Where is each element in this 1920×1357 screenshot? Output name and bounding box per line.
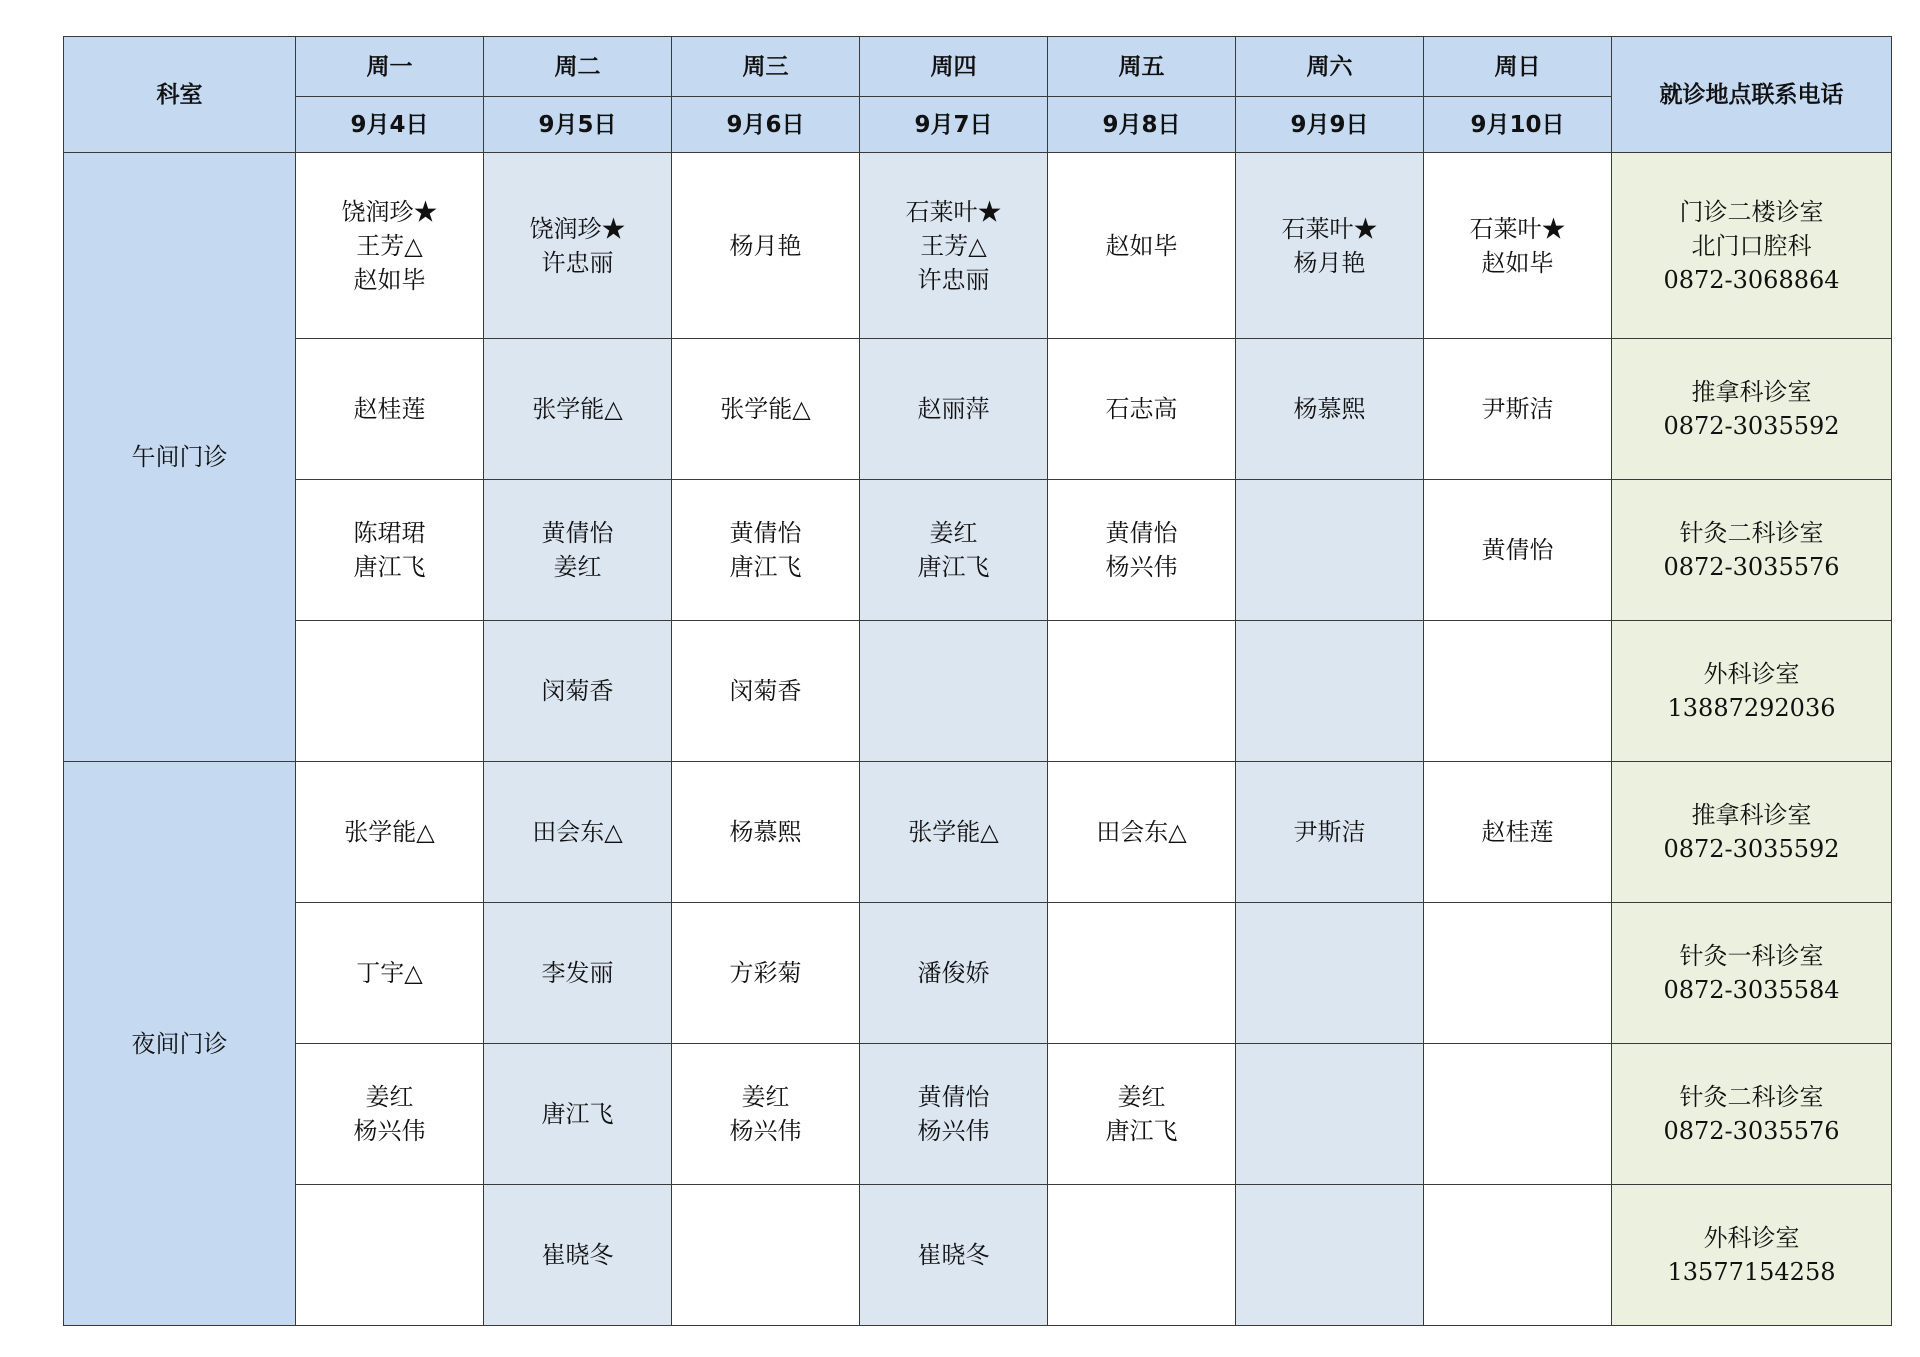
- phone-number: 13577154258: [1667, 1258, 1836, 1286]
- doctor-cell: [484, 339, 672, 480]
- location-cell: [1612, 1185, 1892, 1326]
- doctor-name: 石志高: [1105, 395, 1178, 423]
- doctor-cell: [1424, 1044, 1612, 1185]
- doctor-cell: [672, 339, 860, 480]
- doctor-cell: [1424, 480, 1612, 621]
- date-header: 9月4日: [296, 97, 484, 153]
- doctor-cell: [1048, 621, 1236, 762]
- doctor-name: 崔晓冬: [541, 1241, 614, 1269]
- location-cell: [1612, 153, 1892, 339]
- phone-number: 0872-3035584: [1663, 976, 1840, 1004]
- table-row: [64, 903, 1892, 1044]
- doctor-name: 赵桂莲: [1481, 818, 1554, 846]
- section-label: 夜间门诊: [64, 762, 296, 1326]
- phone-number: 0872-3035592: [1663, 412, 1840, 440]
- doctor-name: 陈珺珺: [353, 519, 426, 547]
- doctor-cell: [672, 153, 860, 339]
- table-header: [64, 37, 1892, 153]
- location-name: 外科诊室: [1703, 1224, 1800, 1252]
- doctor-cell: [484, 903, 672, 1044]
- doctor-name: 黄倩怡: [1481, 536, 1554, 564]
- doctor-name: 闵菊香: [729, 677, 802, 705]
- location-name: 针灸二科诊室: [1679, 519, 1824, 547]
- doctor-cell: [672, 1044, 860, 1185]
- doctor-name: 田会东△: [1096, 818, 1187, 846]
- doctor-cell: [296, 339, 484, 480]
- doctor-cell: [484, 1044, 672, 1185]
- table-row: [64, 762, 1892, 903]
- doctor-name: 潘俊娇: [917, 959, 990, 987]
- date-header: 9月10日: [1424, 97, 1612, 153]
- doctor-cell: [1424, 339, 1612, 480]
- doctor-name: 张学能△: [720, 395, 811, 423]
- phone-number: 13887292036: [1667, 694, 1836, 722]
- date-header: 9月9日: [1236, 97, 1424, 153]
- doctor-cell: [860, 762, 1048, 903]
- date-header: 9月7日: [860, 97, 1048, 153]
- location-cell: [1612, 480, 1892, 621]
- doctor-cell: [296, 480, 484, 621]
- doctor-name: 姜红: [929, 519, 978, 547]
- doctor-cell: [860, 621, 1048, 762]
- doctor-cell: [1236, 339, 1424, 480]
- doctor-cell: [1424, 1185, 1612, 1326]
- schedule-table: [63, 36, 1892, 1326]
- weekday-header: 周日: [1424, 37, 1612, 97]
- doctor-cell: [860, 1185, 1048, 1326]
- doctor-cell: [1424, 903, 1612, 1044]
- doctor-cell: [672, 762, 860, 903]
- doctor-cell: [296, 1044, 484, 1185]
- doctor-cell: [484, 153, 672, 339]
- doctor-name: 闵菊香: [541, 677, 614, 705]
- location-name: 针灸一科诊室: [1679, 942, 1824, 970]
- doctor-cell: [672, 621, 860, 762]
- doctor-cell: [1048, 339, 1236, 480]
- doctor-cell: [296, 1185, 484, 1326]
- doctor-name: 石莱叶★: [1281, 214, 1378, 243]
- location-name: 外科诊室: [1703, 660, 1800, 688]
- location-name: 门诊二楼诊室: [1679, 197, 1824, 226]
- table-row: [64, 621, 1892, 762]
- location-cell: [1612, 339, 1892, 480]
- location-header: 就诊地点联系电话: [1612, 37, 1892, 153]
- table-row: [64, 480, 1892, 621]
- doctor-name: 杨兴伟: [1105, 553, 1178, 581]
- doctor-name: 姜红: [1117, 1083, 1166, 1111]
- table-row: [64, 339, 1892, 480]
- doctor-cell: [672, 1185, 860, 1326]
- doctor-cell: [672, 480, 860, 621]
- doctor-name: 黄倩怡: [729, 519, 802, 547]
- doctor-name: 赵如毕: [353, 265, 426, 294]
- doctor-cell: [1236, 153, 1424, 339]
- doctor-cell: [1048, 1044, 1236, 1185]
- table-row: [64, 1185, 1892, 1326]
- doctor-name: 姜红: [365, 1083, 414, 1111]
- doctor-name: 张学能△: [532, 395, 623, 423]
- doctor-cell: [484, 480, 672, 621]
- location-cell: [1612, 621, 1892, 762]
- doctor-name: 杨兴伟: [917, 1117, 990, 1145]
- doctor-name: 丁宇△: [356, 959, 423, 987]
- doctor-name: 杨慕熙: [1293, 395, 1366, 423]
- doctor-cell: [1048, 762, 1236, 903]
- doctor-cell: [484, 762, 672, 903]
- doctor-name: 崔晓冬: [917, 1241, 990, 1269]
- doctor-name: 唐江飞: [1105, 1117, 1178, 1145]
- doctor-name: 王芳△: [920, 231, 987, 260]
- doctor-cell: [1236, 1044, 1424, 1185]
- doctor-name: 赵如毕: [1105, 231, 1178, 260]
- doctor-cell: [1424, 153, 1612, 339]
- location-cell: [1612, 762, 1892, 903]
- section-label: 午间门诊: [64, 153, 296, 762]
- doctor-cell: [1236, 621, 1424, 762]
- doctor-name: 唐江飞: [917, 553, 990, 581]
- doctor-cell: [1236, 1185, 1424, 1326]
- doctor-name: 张学能△: [908, 818, 999, 846]
- location-cell: [1612, 1044, 1892, 1185]
- doctor-name: 赵桂莲: [353, 395, 426, 423]
- doctor-cell: [1048, 903, 1236, 1044]
- location-name: 针灸二科诊室: [1679, 1083, 1824, 1111]
- location-name: 推拿科诊室: [1691, 378, 1812, 406]
- doctor-name: 许忠丽: [541, 248, 614, 277]
- location-name: 北门口腔科: [1691, 231, 1812, 260]
- doctor-name: 赵丽萍: [917, 395, 990, 423]
- doctor-cell: [860, 480, 1048, 621]
- doctor-name: 许忠丽: [917, 265, 990, 294]
- table-body: [64, 153, 1892, 1326]
- doctor-name: 唐江飞: [353, 553, 426, 581]
- weekday-header: 周四: [860, 37, 1048, 97]
- doctor-cell: [860, 153, 1048, 339]
- doctor-cell: [484, 1185, 672, 1326]
- doctor-cell: [484, 621, 672, 762]
- doctor-name: 杨月艳: [1293, 248, 1366, 277]
- date-header: 9月8日: [1048, 97, 1236, 153]
- doctor-cell: [1048, 1185, 1236, 1326]
- doctor-name: 黄倩怡: [1105, 519, 1178, 547]
- doctor-name: 田会东△: [532, 818, 623, 846]
- weekday-header: 周三: [672, 37, 860, 97]
- doctor-name: 杨月艳: [729, 231, 802, 260]
- doctor-cell: [1236, 762, 1424, 903]
- doctor-name: 尹斯洁: [1481, 395, 1554, 423]
- doctor-cell: [672, 903, 860, 1044]
- doctor-name: 赵如毕: [1481, 248, 1554, 277]
- doctor-name: 石莱叶★: [1469, 214, 1566, 243]
- dept-header: 科室: [64, 37, 296, 153]
- doctor-name: 黄倩怡: [917, 1083, 990, 1111]
- doctor-name: 杨兴伟: [729, 1117, 802, 1145]
- doctor-cell: [860, 903, 1048, 1044]
- doctor-name: 王芳△: [356, 231, 423, 260]
- doctor-cell: [1236, 480, 1424, 621]
- date-header: 9月6日: [672, 97, 860, 153]
- doctor-name: 尹斯洁: [1293, 818, 1366, 846]
- doctor-cell: [1048, 480, 1236, 621]
- date-header: 9月5日: [484, 97, 672, 153]
- table-row: [64, 1044, 1892, 1185]
- doctor-name: 石莱叶★: [905, 197, 1002, 226]
- doctor-name: 饶润珍★: [341, 197, 438, 226]
- weekday-header: 周五: [1048, 37, 1236, 97]
- doctor-name: 李发丽: [541, 959, 614, 987]
- weekday-header: 周六: [1236, 37, 1424, 97]
- weekday-header: 周二: [484, 37, 672, 97]
- phone-number: 0872-3035576: [1663, 1117, 1840, 1145]
- location-cell: [1612, 903, 1892, 1044]
- doctor-name: 唐江飞: [729, 553, 802, 581]
- phone-number: 0872-3068864: [1663, 265, 1840, 294]
- doctor-name: 姜红: [741, 1083, 790, 1111]
- table-row: [64, 153, 1892, 339]
- doctor-name: 饶润珍★: [529, 214, 626, 243]
- doctor-cell: [1048, 153, 1236, 339]
- doctor-cell: [296, 762, 484, 903]
- doctor-cell: [1424, 762, 1612, 903]
- doctor-name: 唐江飞: [541, 1100, 614, 1128]
- phone-number: 0872-3035576: [1663, 553, 1840, 581]
- doctor-cell: [1424, 621, 1612, 762]
- phone-number: 0872-3035592: [1663, 835, 1840, 863]
- doctor-cell: [296, 153, 484, 339]
- doctor-name: 方彩菊: [729, 959, 802, 987]
- doctor-cell: [860, 1044, 1048, 1185]
- doctor-cell: [296, 621, 484, 762]
- doctor-cell: [296, 903, 484, 1044]
- weekday-header: 周一: [296, 37, 484, 97]
- doctor-name: 张学能△: [344, 818, 435, 846]
- doctor-name: 杨慕熙: [729, 818, 802, 846]
- doctor-name: 黄倩怡: [541, 519, 614, 547]
- doctor-name: 杨兴伟: [353, 1117, 426, 1145]
- doctor-cell: [860, 339, 1048, 480]
- doctor-name: 姜红: [553, 553, 602, 581]
- doctor-cell: [1236, 903, 1424, 1044]
- location-name: 推拿科诊室: [1691, 801, 1812, 829]
